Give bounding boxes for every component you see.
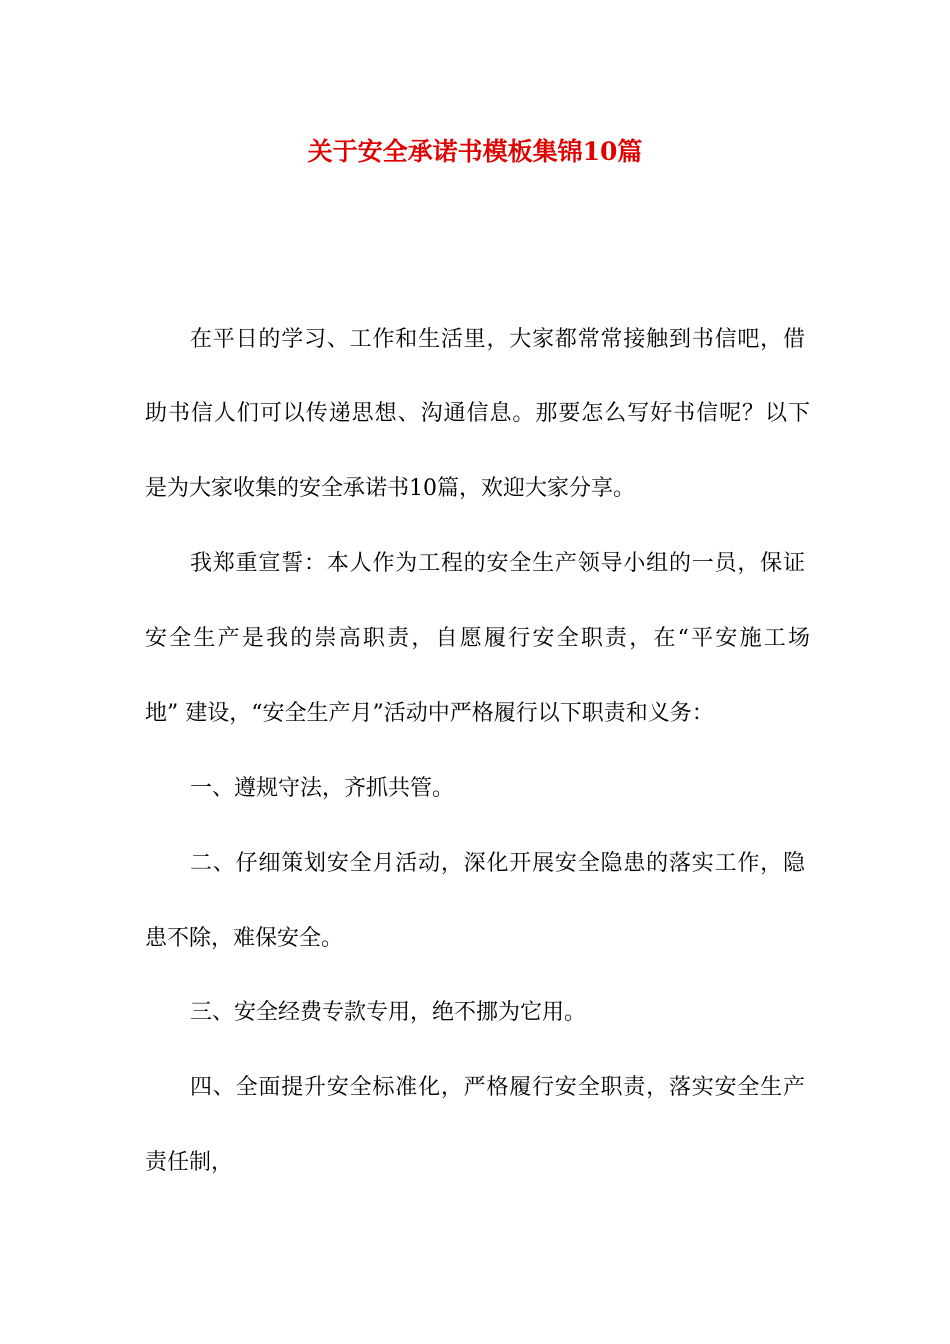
paragraph-line: 是为大家收集的安全承诺书10篇，欢迎大家分享。	[145, 476, 635, 501]
paragraph-line: 二、仔细策划安全月活动，深化开展安全隐患的落实工作，隐	[190, 851, 805, 876]
paragraph-line: 三、安全经费专款专用，绝不挪为它用。	[190, 1000, 587, 1025]
paragraph-line: 在平日的学习、工作和生活里，大家都常常接触到书信吧，借	[190, 327, 805, 352]
paragraph-line: 安全生产是我的崇高职责，自愿履行安全职责，在“平安施工场	[145, 626, 810, 651]
paragraph-line: 我郑重宣誓：本人作为工程的安全生产领导小组的一员，保证	[190, 551, 805, 576]
paragraph-line: 责任制，	[145, 1150, 234, 1175]
document-title: 关于安全承诺书模板集锦10篇	[307, 137, 643, 166]
paragraph-line: 患不除，难保安全。	[145, 926, 344, 951]
paragraph-line: 助书信人们可以传递思想、沟通信息。那要怎么写好书信呢？以下	[145, 401, 810, 426]
paragraph-line: 四、全面提升安全标准化，严格履行安全职责，落实安全生产	[190, 1075, 805, 1100]
paragraph-line: 地” 建设，“安全生产月”活动中严格履行以下职责和义务：	[145, 701, 714, 726]
paragraph-line: 一、遵规守法，齐抓共管。	[190, 776, 455, 801]
